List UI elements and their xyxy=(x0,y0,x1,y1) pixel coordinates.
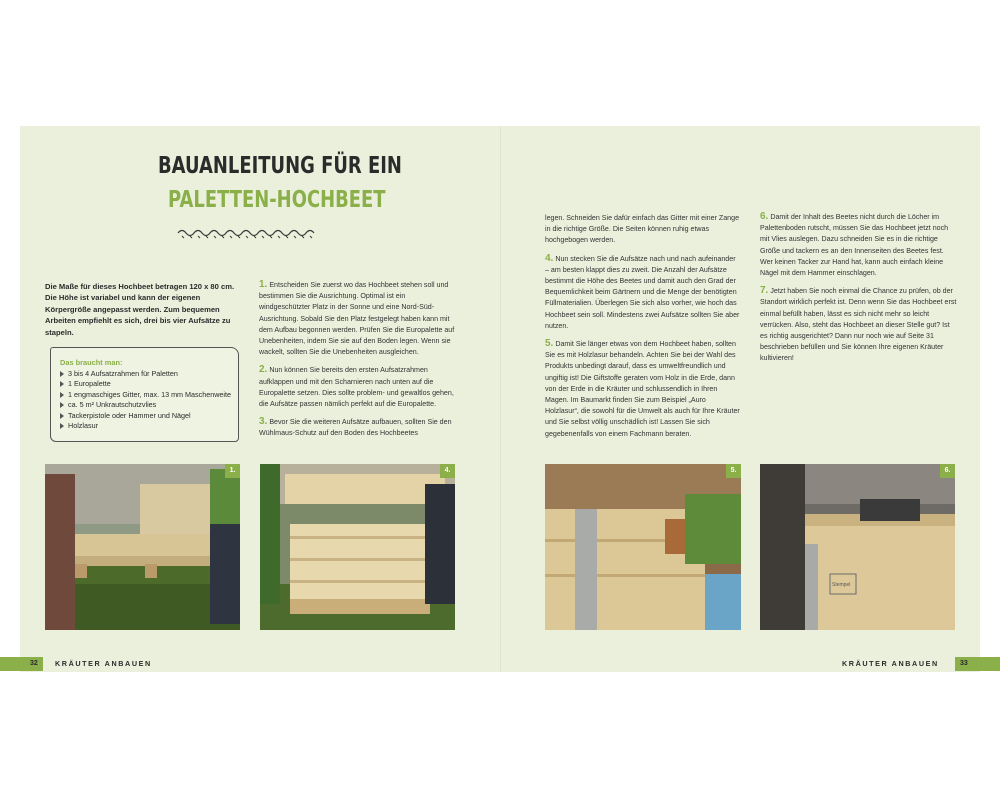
materials-item: 3 bis 4 Aufsatzrahmen für Paletten xyxy=(60,369,238,379)
page-number-left: 32 xyxy=(30,660,38,667)
text-column-3 xyxy=(545,213,741,446)
photo-number-badge: 1. xyxy=(225,464,240,478)
intro-paragraph: Die Maße für dieses Hochbeet betragen 120 x 80 cm. Die Höhe ist variabel und kann der eigenen Körpergröße angepasst werden. Zum bequemen Arbeiten empfiehlt es sich, drei bis vier Aufsätze zu stapeln. xyxy=(45,282,235,337)
title-line-1: BAUANLEITUNG FÜR EIN xyxy=(158,153,402,179)
triangle-bullet-icon xyxy=(60,402,64,408)
photo-number-badge: 4. xyxy=(440,464,455,478)
photo-stacking-illustration xyxy=(260,464,455,630)
step-number: 5. xyxy=(545,338,554,350)
materials-item: 1 engmaschiges Gitter, max. 13 mm Maschenweite xyxy=(60,390,238,400)
materials-item: ca. 5 m² Unkrautschutzvlies xyxy=(60,400,238,410)
step-number: 2. xyxy=(259,364,268,376)
materials-box xyxy=(50,347,239,442)
step-6: 6. Damit der Inhalt des Beetes nicht durch die Löcher im Palettenboden rutscht, müssen Sie das Hochbeet jetzt noch mit Vlies auslegen. Dazu schneiden Sie es in die richtige Größe und tackern es an den Innenseiten des Beetes fest. Wer keinen Tacker zur Hand hat, kann auch einfach kleine Nägel mit dem Hammer einschlagen. xyxy=(760,211,949,278)
section-label-left: KRÄUTER ANBAUEN xyxy=(55,659,152,668)
footer-left xyxy=(0,657,500,671)
step-4: 4. Nun stecken Sie die Aufsätze nach und nach aufeinander – am besten klappt dies zu zweit. Die Anzahl der Aufsätze bestimmt die Höhe des Beetes und damit auch den Grad der Bequemlichkeit beim Gärtnern und die Menge der benötigten Füllmaterialien. Überlegen Sie sich also vorher, wie hoch das Hochbeet sein soll. Mindestens zwei Aufsätze sollten Sie aber nutzen. xyxy=(545,252,740,330)
materials-item: 1 Europalette xyxy=(60,379,238,389)
materials-item: Holzlasur xyxy=(60,421,238,431)
photo-stapling-illustration xyxy=(760,464,955,630)
step-3: 3. Bevor Sie die weiteren Aufsätze aufbauen, sollten Sie den Wühlmaus-Schutz auf den Boden des Hochbeetes xyxy=(259,416,452,438)
triangle-bullet-icon xyxy=(60,371,64,377)
triangle-bullet-icon xyxy=(60,413,64,419)
photo-pallet-illustration xyxy=(45,464,240,630)
photo-painting-illustration xyxy=(545,464,741,630)
step-number: 4. xyxy=(545,252,554,264)
step-number: 6. xyxy=(760,211,769,222)
text-column-2 xyxy=(259,279,457,446)
page-number-right: 33 xyxy=(960,660,968,667)
triangle-bullet-icon xyxy=(60,423,64,429)
photo-step-5 xyxy=(545,464,741,630)
text-column-4 xyxy=(760,211,958,371)
photo-step-1 xyxy=(45,464,240,630)
photo-number-badge: 6. xyxy=(940,464,955,478)
step-7: 7. Jetzt haben Sie noch einmal die Chance zu prüfen, ob der Standort wirklich perfekt ist. Denn wenn Sie das Hochbeet erst einmal befüllt haben, lässt es sich nicht mehr so leicht verrücken. Also, steht das Hochbeet an dieser Stelle gut? Ist es richtig ausgerichtet? Dann nur noch wie auf Seite 31 beschrieben befüllen und Sie können Ihre eigenen Kräuter kultivieren! xyxy=(760,285,957,363)
crate-stamp: Stempel xyxy=(832,582,851,588)
materials-item: Tackerpistole oder Hammer und Nägel xyxy=(60,411,238,421)
step-2: 2. Nun können Sie bereits den ersten Aufsatzrahmen aufklappen und mit den Scharnieren nach unten auf die Europalette setzen. Dies sollte problem- und gewaltlos gehen, die Aufsätze passen nämlich perfekt auf die Europalette. xyxy=(259,364,454,409)
page-gutter xyxy=(500,126,501,672)
materials-title: Das braucht man: xyxy=(60,358,123,367)
step-number: 1. xyxy=(259,279,268,290)
ornament-divider xyxy=(176,226,318,244)
footer-right xyxy=(500,657,1000,671)
photo-number-badge: 5. xyxy=(726,464,741,478)
step-number: 3. xyxy=(259,416,268,428)
photo-step-4 xyxy=(260,464,455,630)
materials-list xyxy=(60,369,238,431)
step-3-continued: legen. Schneiden Sie dafür einfach das Gitter mit einer Zange in die richtige Größe. Die Seiten können ruhig etwas hochgebogen werden. xyxy=(545,214,740,245)
triangle-bullet-icon xyxy=(60,392,64,398)
step-1: 1. Entscheiden Sie zuerst wo das Hochbeet stehen soll und bestimmen Sie die Ausrichtung. Optimal ist ein windgeschützter Platz in der Sonne und eine Nord-Süd-Ausrichtung. Sobald Sie den Platz festgelegt haben kann mit dem Aufbau begonnen werden. Prüfen Sie die Europalette auf Unebenheiten, indem Sie sie auf den Boden legen. Wenn sie wackelt, sollten Sie die Unebenheiten ausgleichen. xyxy=(259,279,455,357)
step-5: 5. Damit Sie länger etwas von dem Hochbeet haben, sollten Sie es mit Holzlasur behandeln. Achten Sie bei der Wahl des Produkts unbedingt darauf, dass es umweltfreundlich und ungiftig ist! Die Giftstoffe geraten vom Holz in die Erde, dann von der Erde in die Kräuter und schlussendlich in Ihren Magen. Im Baumarkt finden Sie zum Beispiel „Auro Holzlasur“, die sowohl für die Umwelt als auch für Ihre Kräuter und Sie selbst völlig unschädlich ist! Lassen Sie sich gegebenenfalls von einem Fachmann beraten. xyxy=(545,338,740,438)
step-number: 7. xyxy=(760,285,769,297)
photo-step-6 xyxy=(760,464,955,630)
title-line-2: PALETTEN-HOCHBEET xyxy=(168,187,386,213)
section-label-right: KRÄUTER ANBAUEN xyxy=(842,659,939,668)
triangle-bullet-icon xyxy=(60,381,64,387)
